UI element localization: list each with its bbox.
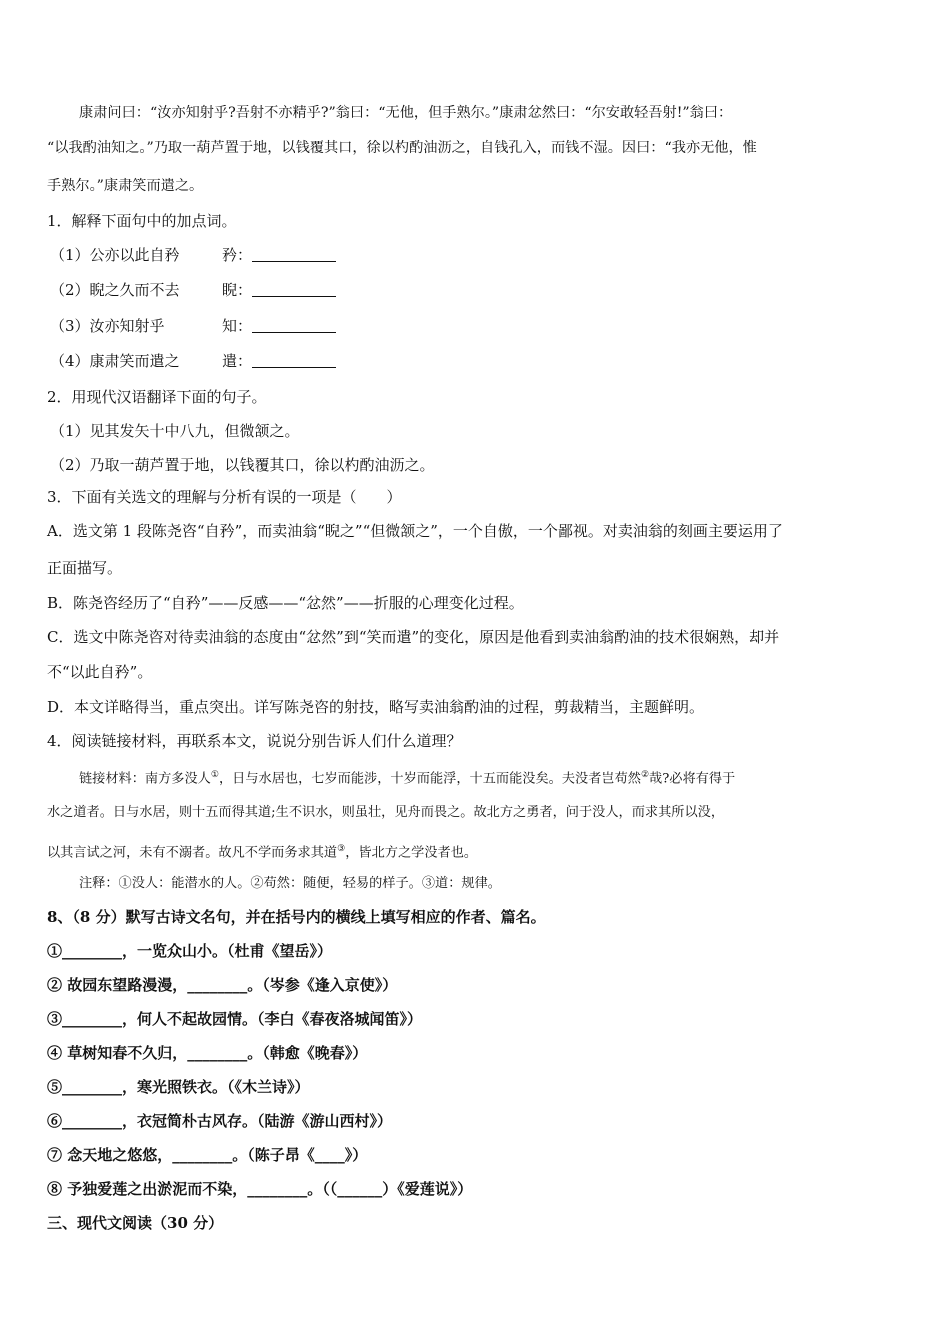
q1-item-1-word: 矜： bbox=[222, 246, 253, 264]
q4-title: 4．阅读链接材料，再联系本文，说说分别告诉人们什么道理？ bbox=[47, 732, 462, 750]
q1-item-2-sentence: （2）睨之久而不去 bbox=[50, 281, 180, 299]
q3-title: 3．下面有关选文的理解与分析有误的一项是（ ） bbox=[47, 488, 402, 506]
section-3-heading: 三、现代文阅读（30 分） bbox=[47, 1214, 224, 1232]
q2-title: 2．用现代汉语翻译下面的句子。 bbox=[47, 388, 267, 406]
q1-item-2-blank[interactable] bbox=[252, 282, 336, 297]
q8-item-5: ⑤________，寒光照铁衣。（《木兰诗》） bbox=[47, 1078, 310, 1096]
q4-material-line-3 bbox=[47, 832, 907, 870]
q4-material-3a: 以其言试之河，未有不溺者。故凡不学而务求其道 bbox=[47, 845, 338, 861]
q4-material-line-2: 水之道者。日与水居，则十五而得其道;生不识水，则虽壮，见舟而畏之。故北方之勇者，问于没人，而求其所以没， bbox=[47, 805, 725, 820]
passage-line-2: “以我酌油知之。”乃取一葫芦置于地，以钱覆其口，徐以杓酌油沥之，自钱孔入，而钱不湿。因曰：“我亦无他，惟 bbox=[47, 140, 757, 156]
q1-item-1-answer bbox=[222, 245, 336, 265]
q1-item-2-word: 睨： bbox=[222, 281, 253, 299]
q1-title: 1．解释下面句中的加点词。 bbox=[47, 212, 237, 230]
q4-material-line-1 bbox=[79, 758, 939, 796]
q4-material-3b: ，皆北方之学没者也。 bbox=[345, 845, 478, 861]
q4-footnote-1: ① bbox=[210, 770, 219, 780]
q1-item-2-answer bbox=[222, 280, 336, 300]
q8-item-6: ⑥________，衣冠简朴古风存。（陆游《游山西村》） bbox=[47, 1112, 393, 1130]
passage-line-3: 手熟尔。”康肃笑而遣之。 bbox=[47, 178, 204, 194]
q1-item-4-answer bbox=[222, 351, 336, 371]
q4-note: 注释：①没人：能潜水的人。②苟然：随便，轻易的样子。③道：规律。 bbox=[79, 876, 501, 891]
q4-material-1b: ，日与水居也，七岁而能涉，十岁而能浮，十五而能没矣。夫没者岂苟然 bbox=[218, 771, 641, 787]
q8-title: 8、（8 分）默写古诗文名句，并在括号内的横线上填写相应的作者、篇名。 bbox=[47, 908, 546, 926]
q2-sentence-2: （2）乃取一葫芦置于地，以钱覆其口，徐以杓酌油沥之。 bbox=[50, 456, 435, 474]
q1-item-3-sentence: （3）汝亦知射乎 bbox=[50, 317, 165, 335]
q1-item-4-blank[interactable] bbox=[252, 353, 336, 368]
q8-item-7: ⑦ 念天地之悠悠，________。（陈子昂《____》） bbox=[47, 1146, 368, 1164]
q1-item-1-blank[interactable] bbox=[252, 247, 336, 262]
q3-option-c-line-1: C．选文中陈尧咨对待卖油翁的态度由“忿然”到“笑而遣”的变化，原因是他看到卖油翁酌油的技术很娴熟，却并 bbox=[47, 628, 780, 646]
q8-item-2: ② 故园东望路漫漫，________。（岑参《逢入京使》） bbox=[47, 976, 398, 994]
q8-item-1: ①________，一览众山小。（杜甫《望岳》） bbox=[47, 942, 333, 960]
q4-material-1a: 链接材料：南方多没人 bbox=[79, 771, 211, 787]
q1-item-4-word: 遣： bbox=[222, 352, 253, 370]
q2-sentence-1: （1）见其发矢十中八九，但微颔之。 bbox=[50, 422, 300, 440]
q3-option-a-line-1: A．选文第 1 段陈尧咨“自矜”，而卖油翁“睨之”“但微颔之”，一个自傲，一个鄙视。对卖油翁的刻画主要运用了 bbox=[47, 522, 783, 540]
q8-item-8: ⑧ 予独爱莲之出淤泥而不染，________。（（______）《爱莲说》） bbox=[47, 1180, 473, 1198]
q3-option-c-line-2: 不“以此自矜”。 bbox=[47, 663, 153, 681]
q1-item-3-blank[interactable] bbox=[252, 318, 336, 333]
q4-footnote-2: ② bbox=[640, 770, 650, 780]
q1-item-1-sentence: （1）公亦以此自矜 bbox=[50, 246, 180, 264]
q1-item-3-answer bbox=[222, 316, 336, 336]
q1-item-4-sentence: （4）康肃笑而遣之 bbox=[50, 352, 180, 370]
q8-item-4: ④ 草树知春不久归，________。（韩愈《晚春》） bbox=[47, 1044, 368, 1062]
q3-option-d: D．本文详略得当，重点突出。详写陈尧咨的射技，略写卖油翁酌油的过程，剪裁精当，主题鲜明。 bbox=[47, 698, 705, 716]
passage-line-1: 康肃问曰：“汝亦知射乎?吾射不亦精乎?”翁曰：“无他，但手熟尔。”康肃忿然曰：“尔安敢轻吾射!”翁曰： bbox=[79, 105, 733, 121]
q4-material-1c: 哉?必将有得于 bbox=[649, 771, 736, 787]
q4-footnote-3: ③ bbox=[337, 844, 346, 854]
q3-option-b: B．陈尧咨经历了“自矜”——反感——“忿然”——折服的心理变化过程。 bbox=[47, 594, 524, 612]
q3-option-a-line-2: 正面描写。 bbox=[47, 559, 123, 577]
q1-item-3-word: 知： bbox=[222, 317, 253, 335]
q8-item-3: ③________，何人不起故园情。（李白《春夜洛城闻笛》） bbox=[47, 1010, 423, 1028]
